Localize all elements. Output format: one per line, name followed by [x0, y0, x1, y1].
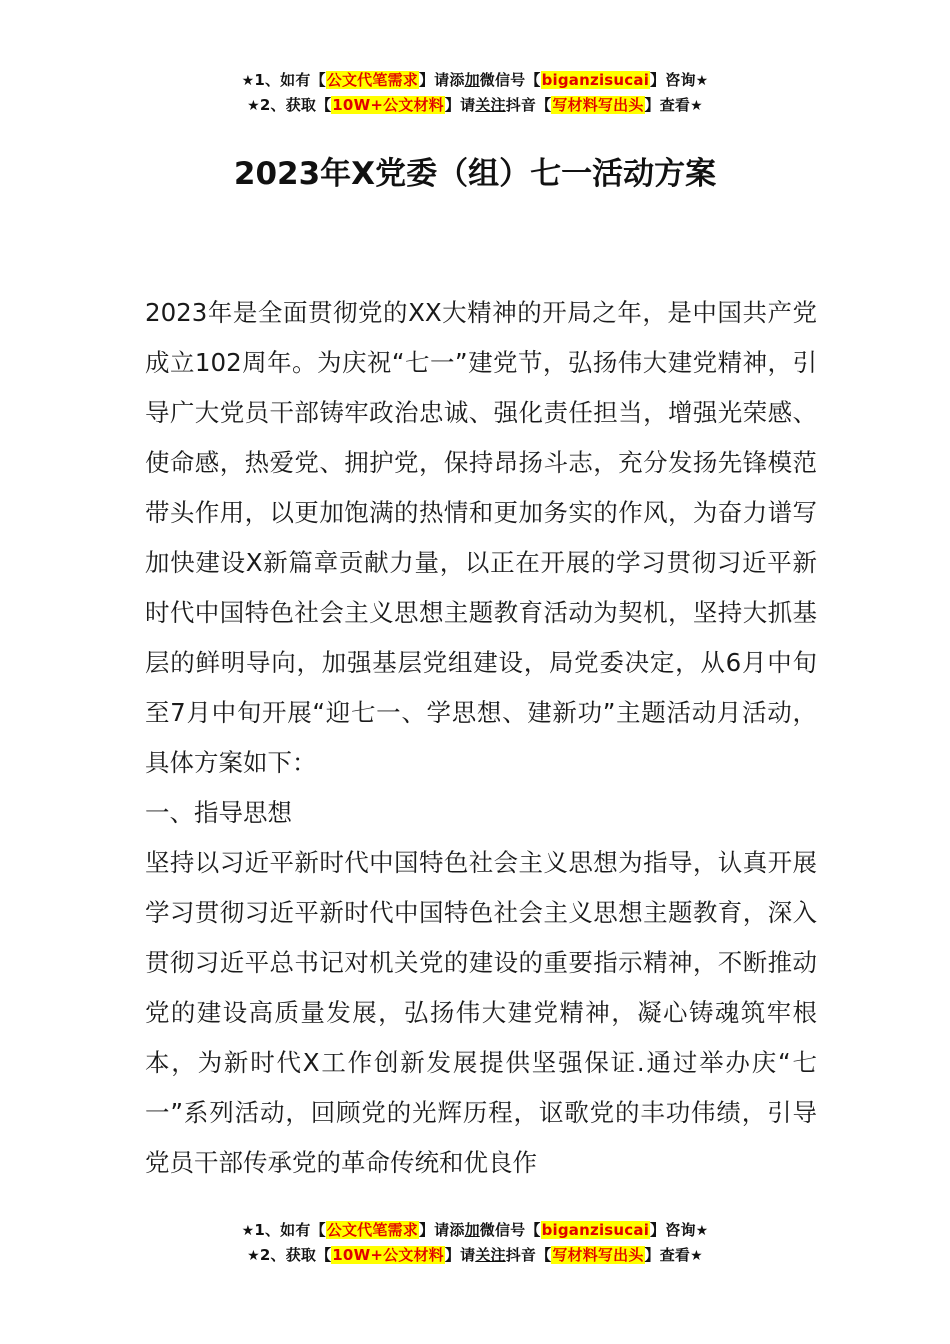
banner-text: 】查看 [644, 1246, 691, 1264]
star-icon: ★ [241, 1223, 255, 1239]
banner-text: 】请 [444, 1246, 476, 1264]
banner-text: 】请 [444, 96, 476, 114]
banner-text: 1、如有【 [254, 1221, 326, 1239]
highlight-douyin: 写材料写出头 [552, 1246, 644, 1264]
paragraph-intro: 2023年是全面贯彻党的XX大精神的开局之年，是中国共产党成立102周年。为庆祝“七一”建党节，弘扬伟大建党精神，引导广大党员干部铸牢政治忠诚、强化责任担当，增强光荣感、使命感，热爱党、拥护党，保持昂扬斗志，充分发扬先锋模范带头作用，以更加饱满的热情和更加务实的作风，为奋力谱写加快建设X新篇章贡献力量，以正在开展的学习贯彻习近平新时代中国特色社会主义思想主题教育活动为契机，坚持大抓基层的鲜明导向，加强基层党组建设，局党委决定，从6月中旬至7月中旬开展“迎七一、学思想、建新功”主题活动月活动，具体方案如下： [145, 298, 817, 777]
highlight-service: 公文代笔需求 [326, 71, 418, 89]
banner-text: 加 [464, 71, 480, 89]
highlight-douyin: 写材料写出头 [552, 96, 644, 114]
highlight-materials: 10W+公文材料 [332, 96, 444, 114]
banner-text: 加 [464, 1221, 480, 1239]
star-icon: ★ [247, 98, 260, 114]
header-banner [0, 68, 950, 118]
highlight-wechat-id: biganzisucai [541, 1221, 650, 1239]
banner-text: 】咨询 [650, 71, 696, 89]
banner-text: 2、获取【 [259, 1246, 332, 1264]
document-body [145, 288, 817, 1188]
banner-text: 2、获取【 [259, 96, 332, 114]
banner-text: 抖音【 [505, 1246, 552, 1264]
banner-text: 】查看 [644, 96, 691, 114]
highlight-service: 公文代笔需求 [326, 1221, 418, 1239]
paragraph-guiding-thought: 坚持以习近平新时代中国特色社会主义思想为指导，认真开展学习贯彻习近平新时代中国特色社会主义思想主题教育，深入贯彻习近平总书记对机关党的建设的重要指示精神，不断推动党的建设高质量发展，弘扬伟大建党精神，凝心铸魂筑牢根本，为新时代X工作创新发展提供坚强保证.通过举办庆“七一”系列活动，回顾党的光辉历程，讴歌党的丰功伟绩，引导党员干部传承党的革命传统和优良作 [145, 848, 817, 1177]
star-icon: ★ [695, 1223, 709, 1239]
banner-text: 】请添 [418, 1221, 465, 1239]
banner-line-2 [0, 93, 950, 118]
highlight-materials: 10W+公文材料 [332, 1246, 444, 1264]
banner-text: 1、如有【 [254, 71, 326, 89]
banner-line-1 [0, 68, 950, 93]
banner-text: 关注 [475, 1246, 506, 1264]
banner-text: 关注 [475, 96, 506, 114]
banner-text: 微信号【 [479, 71, 541, 89]
banner-text: 微信号【 [479, 1221, 541, 1239]
highlight-wechat-id: biganzisucai [541, 71, 650, 89]
banner-text: 】咨询 [650, 1221, 696, 1239]
star-icon: ★ [690, 1248, 703, 1264]
banner-text: 】请添 [418, 71, 465, 89]
star-icon: ★ [247, 1248, 260, 1264]
section-heading-guiding-thought: 一、指导思想 [145, 798, 292, 827]
star-icon: ★ [695, 73, 709, 89]
banner-text: 抖音【 [505, 96, 552, 114]
banner-line-2 [0, 1243, 950, 1268]
star-icon: ★ [241, 73, 255, 89]
document-title: 2023年X党委（组）七一活动方案 [233, 156, 717, 192]
star-icon: ★ [690, 98, 703, 114]
footer-banner [0, 1218, 950, 1268]
banner-line-1 [0, 1218, 950, 1243]
